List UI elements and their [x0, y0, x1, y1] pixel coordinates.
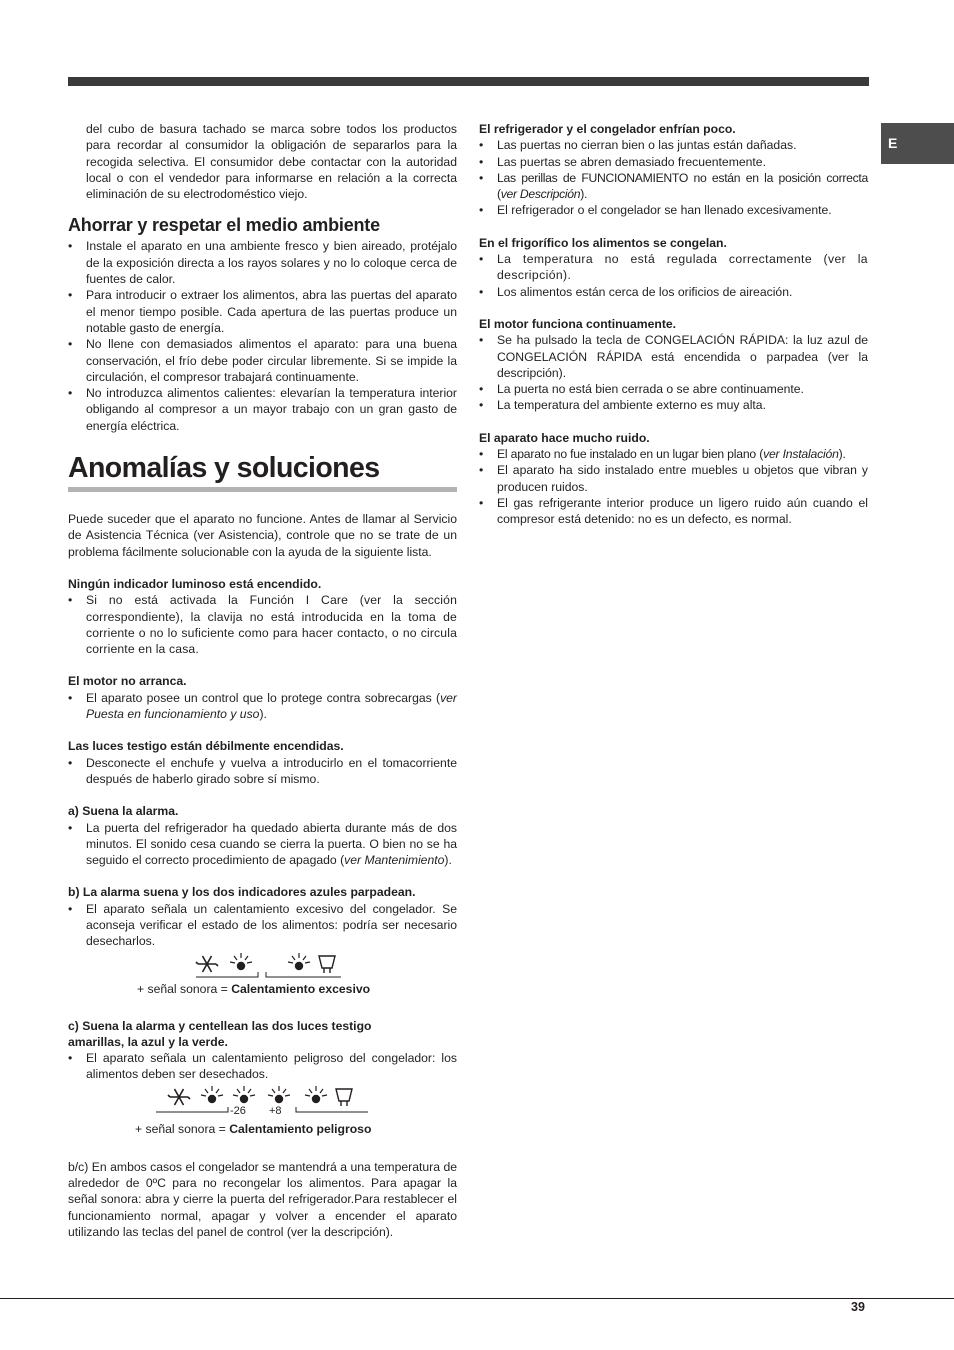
language-tab	[881, 123, 954, 164]
snowflake-icon	[196, 956, 218, 972]
list-item: • No llene con demasiados alimentos el aparato: para una buena conservación, el frío debe poder circular libremente. Si se impide la circulación, el compresor trabajará continuamente.	[68, 336, 457, 385]
section-heading: El motor funciona continuamente.	[479, 316, 677, 331]
indicator-caption: + señal sonora = Calentamiento peligroso	[135, 1121, 372, 1136]
blinking-led-icon	[268, 1086, 290, 1103]
alarm-horn-icon	[336, 1089, 352, 1106]
list-item: • Para introducir o extraer los alimentos, abra las puertas del aparato el menor tiempo posible. Cada apertura de las puertas produce un notable gasto de energía.	[68, 287, 457, 336]
right-column	[479, 121, 868, 528]
cross-reference: ver Instalación	[763, 447, 839, 462]
excessive-warming-indicator-diagram	[68, 950, 457, 1006]
intro-paragraph: del cubo de basura tachado se marca sobre todos los productos para recordar al consumidor la obligación de separarlos para la recogida selectiva. El consumidor debe contactar con la autoridad local o con el vendedor para informarse en relación a la correcta eliminación de su electrodoméstico viejo.	[86, 122, 457, 202]
section-heading: Ningún indicador luminoso está encendido.	[68, 576, 322, 591]
list-item: • Las perillas de FUNCIONAMIENTO no están en la posición correcta (ver Descripción).	[479, 170, 868, 203]
list-item: • Las puertas se abren demasiado frecuentemente.	[479, 154, 868, 170]
section-heading: a) Suena la alarma.	[68, 804, 179, 819]
dangerous-warming-indicator-diagram	[68, 1083, 457, 1159]
list-item: • No introduzca alimentos calientes: elevarían la temperatura interior obligando al compresor a un mayor trabajo con un gran gasto de energía eléctrica.	[68, 385, 457, 434]
list-item: • La puerta no está bien cerrada o se abre continuamente.	[479, 381, 868, 397]
lead-paragraph: Puede suceder que el aparato no funcione. Antes de llamar al Servicio de Asistencia Técnica (ver Asistencia), controle que no se trate de un problema fácilmente solucionable con la ayuda de la siguiente lista.	[68, 512, 457, 559]
bracket-line	[156, 1107, 228, 1112]
bracket-line	[196, 972, 258, 977]
section-heading: El refrigerador y el congelador enfrían poco.	[479, 122, 736, 136]
page-title: Anomalías y soluciones	[68, 452, 380, 485]
language-tab-label: E	[888, 135, 898, 151]
section-heading: c) Suena la alarma y centellean las dos luces testigo amarillas, la azul y la verde.	[68, 1018, 372, 1049]
header-bar	[68, 77, 869, 86]
list-item: • La temperatura no está regulada correctamente (ver la descripción).	[479, 251, 868, 284]
blinking-led-icon	[305, 1086, 327, 1103]
list-item: • El aparato no fue instalado en un lugar bien plano (ver Instalación).	[479, 446, 868, 462]
env-heading: Ahorrar y respetar el medio ambiente	[68, 215, 380, 236]
final-paragraph: b/c) En ambos casos el congelador se mantendrá a una temperatura de alrededor de 0ºC para no recongelar los alimentos. Para apagar la señal sonora: abra y cierre la puerta del refrigerador.Para restablecer el funcionamiento normal, apagar y volver a encender el aparato utilizando las teclas del panel de control (ver la descripción).	[68, 1159, 457, 1239]
footer-rule	[0, 1298, 954, 1299]
bracket-line	[296, 1107, 368, 1112]
section-heading: b) La alarma suena y los dos indicadores azules parpadean.	[68, 885, 416, 900]
section-heading: Las luces testigo están débilmente encendidas.	[68, 739, 344, 754]
cross-reference: ver Puesta en funcionamiento y uso	[86, 690, 457, 722]
temperature-label: -26	[230, 1104, 246, 1117]
list-item: • El aparato señala un calentamiento excesivo del congelador. Se aconseja verificar el estado de los alimentos: podría ser necesario desecharlos.	[68, 901, 457, 950]
list-item: • El aparato señala un calentamiento peligroso del congelador: los alimentos deben ser desechados.	[68, 1050, 457, 1083]
section-heading: En el frigorífico los alimentos se congelan.	[479, 235, 727, 250]
blinking-led-icon	[230, 953, 252, 970]
list-item: • El aparato posee un control que lo protege contra sobrecargas (ver Puesta en funcionamiento y uso).	[68, 690, 457, 723]
cross-reference: ver Mantenimiento	[344, 853, 445, 868]
alarm-horn-icon	[319, 956, 335, 973]
blinking-led-icon	[233, 1086, 255, 1103]
cross-reference: ver Descripción	[500, 187, 581, 202]
left-column	[68, 121, 457, 1240]
blinking-led-icon	[288, 953, 310, 970]
env-list	[68, 238, 457, 434]
blinking-led-icon	[201, 1086, 223, 1103]
list-item: • Se ha pulsado la tecla de CONGELACIÓN RÁPIDA: la luz azul de CONGELACIÓN RÁPIDA está encendida o parpadea (ver la descripción).	[479, 332, 868, 381]
list-item: • El refrigerador o el congelador se han llenado excesivamente.	[479, 202, 868, 218]
page-number: 39	[851, 1300, 865, 1314]
list-item: • Si no está activada la Función I Care (ver la sección correspondiente), la clavija no está introducida en la toma de corriente o no lo suficiente como para hacer contacto, o no circula corriente en la casa.	[68, 592, 457, 657]
list-item: • La temperatura del ambiente externo es muy alta.	[479, 397, 868, 413]
list-item: • El gas refrigerante interior produce un ligero ruido aún cuando el compresor está detenido: no es un defecto, es normal.	[479, 495, 868, 528]
temperature-label: +8	[269, 1104, 282, 1117]
list-item: • La puerta del refrigerador ha quedado abierta durante más de dos minutos. El sonido cesa cuando se cierra la puerta. O bien no se ha seguido el correcto procedimiento de apagado (ver Mantenimiento).	[68, 820, 457, 869]
section-heading: El aparato hace mucho ruido.	[479, 430, 650, 445]
indicator-caption: + señal sonora = Calentamiento excesivo	[137, 981, 371, 996]
list-item: • El aparato ha sido instalado entre muebles u objetos que vibran y producen ruidos.	[479, 462, 868, 495]
list-item: • Las puertas no cierran bien o las juntas están dañadas.	[479, 137, 868, 153]
section-heading: El motor no arranca.	[68, 674, 187, 689]
list-item: • Desconecte el enchufe y vuelva a introducirlo en el tomacorriente después de haberlo girado sobre sí mismo.	[68, 755, 457, 788]
list-item: • Instale el aparato en una ambiente fresco y bien aireado, protéjalo de la exposición directa a los rayos solares y no lo coloque cerca de fuentes de calor.	[68, 238, 457, 287]
snowflake-icon	[168, 1089, 190, 1105]
list-item: • Los alimentos están cerca de los orificios de aireación.	[479, 284, 868, 300]
